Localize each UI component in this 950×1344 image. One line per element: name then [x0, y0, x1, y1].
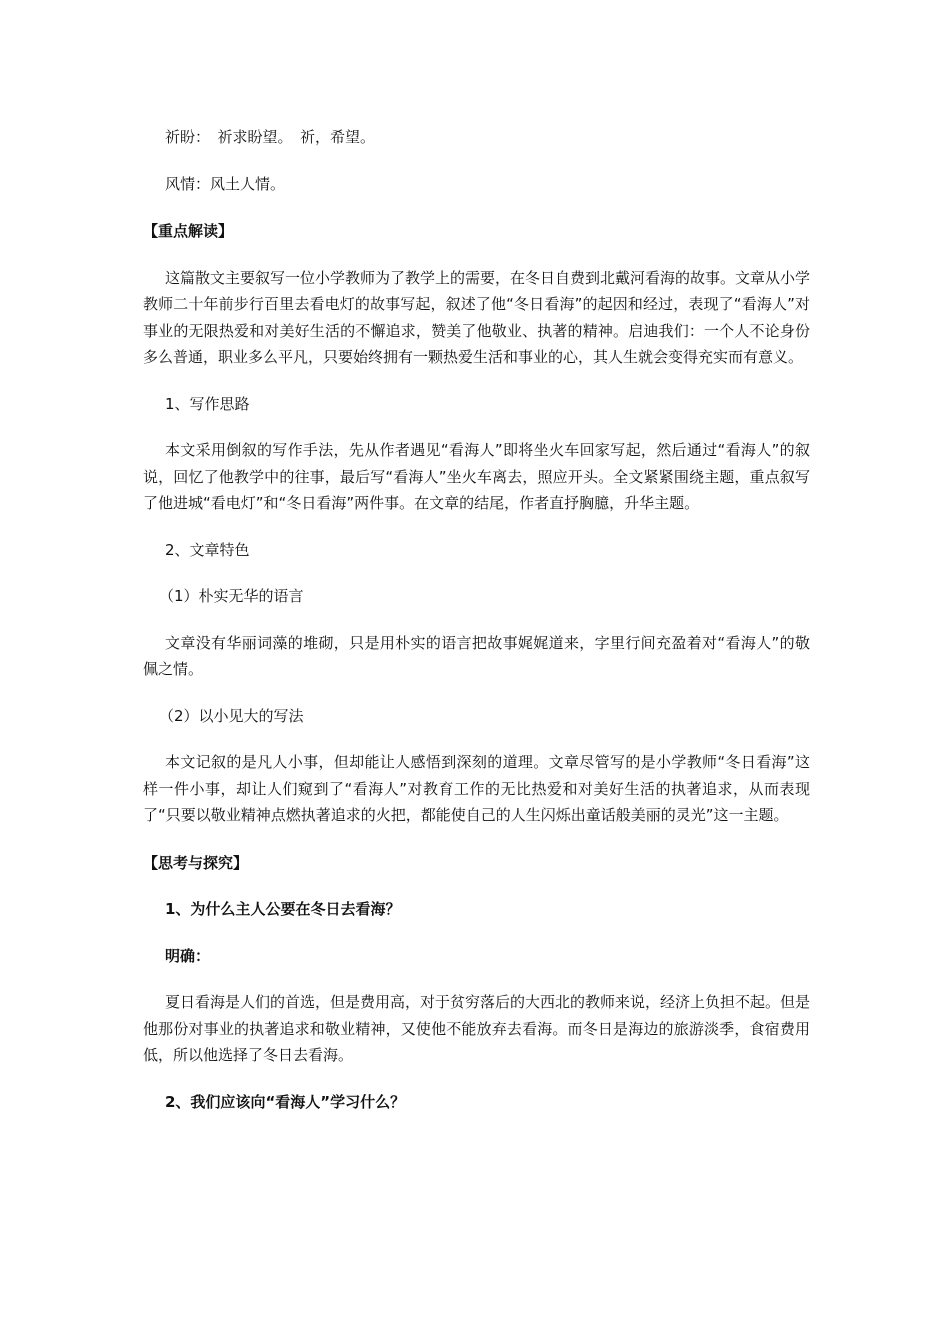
question-2: 2、我们应该向“看海人”学习什么？ — [165, 1092, 406, 1111]
small-to-large-text: 本文记叙的是凡人小事，但却能让人感悟到深刻的道理。文章尽管写的是小学教师“冬日看海”这样一件小事，却让人们窥到了“看海人”对教育工作的无比热爱和对美好生活的执著追求，从而表现了“只要以敬业精神点燃执著追求的火把，都能使自己的人生闪烁出童话般美丽的灵光”这一主题。 — [143, 753, 810, 824]
answer-label: 明确： — [165, 946, 211, 965]
answer-1-text: 夏日看海是人们的首选，但是费用高，对于贫穷落后的大西北的教师来说，经济上负担不起。但是他那份对事业的执著追求和敬业精神，又使他不能放弃去看海。而冬日是海边的旅游淡季，食宿费用低，所以他选择了冬日去看海。 — [143, 993, 811, 1064]
key-reading-intro: 这篇散文主要叙写一位小学教师为了教学上的需要，在冬日自费到北戴河看海的故事。文章从小学教师二十年前步行百里去看电灯的故事写起，叙述了他“冬日看海”的起因和经过，表现了“看海人”对事业的无限热爱和对美好生活的不懈追求，赞美了他敬业、执著的精神。启迪我们：一个人不论身份多么普通，职业多么平凡，只要始终拥有一颗热爱生活和事业的心，其人生就会变得充实而有意义。 — [143, 268, 811, 366]
plain-language-text: 文章没有华丽词藻的堆砌，只是用朴实的语言把故事娓娓道来，字里行间充盈着对“看海人”的敬佩之情。 — [143, 633, 810, 678]
section-heading-key-reading: 【重点解读】 — [143, 222, 234, 240]
subheading-writing-approach: 1、写作思路 — [165, 394, 250, 413]
subheading-plain-language: （1）朴实无华的语言 — [159, 587, 304, 605]
section-heading-think-explore: 【思考与探究】 — [143, 853, 249, 872]
vocab-line-qipan: 祈盼： 祈求盼望。 祈，希望。 — [165, 128, 376, 146]
subheading-small-to-large: （2）以小见大的写法 — [159, 706, 304, 725]
writing-approach-text: 本文采用倒叙的写作手法，先从作者遇见“看海人”即将坐火车回家写起，然后通过“看海人”的叙说，回忆了他教学中的往事，最后写“看海人”坐火车离去，照应开头。全文紧紧围绕主题，重点叙写了他进城“看电灯”和“冬日看海”两件事。在文章的结尾，作者直抒胸臆，升华主题。 — [143, 441, 810, 512]
vocab-line-fengqing: 风情：风土人情。 — [165, 174, 286, 193]
question-1: 1、为什么主人公要在冬日去看海？ — [165, 900, 401, 918]
subheading-article-features: 2、文章特色 — [165, 540, 250, 559]
document-page — [143, 124, 810, 1115]
